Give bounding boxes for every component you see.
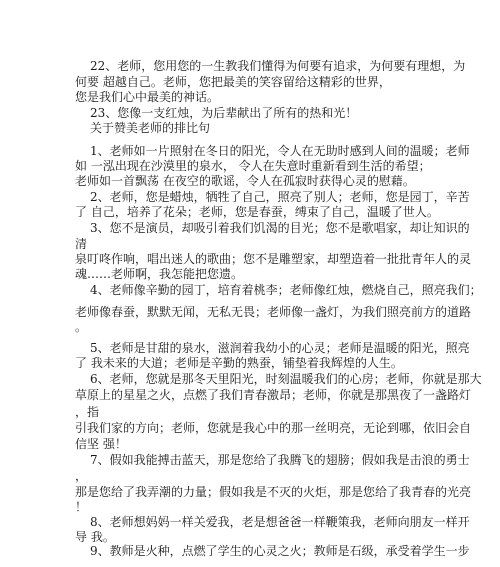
text-line: 那是您给了我弄潮的力量；假如我是不灭的火炬，那是您给了我青春的光亮 bbox=[75, 485, 472, 499]
text-line: 老师如一首飘荡 在夜空的歌谣，令人在孤寂时获得心灵的慰藉。 bbox=[75, 174, 415, 188]
text-line: 您是我们心中最美的神话。 bbox=[75, 90, 220, 104]
text-line: 1、老师如一片照射在冬日的阳光，令人在无助时感到人间的温暖；老师 bbox=[90, 144, 470, 158]
text-line: 魂……老师啊，我怎能把您遗。 bbox=[75, 267, 244, 281]
text-line: 5、老师是甘甜的泉水，滋润着我幼小的心灵；老师是温暖的阳光，照亮 bbox=[90, 341, 470, 355]
text-line: 3、您不是演员，却吸引着我们饥渴的目光；您不是歌唱家，却让知识的 bbox=[90, 221, 470, 235]
text-line: 4、老师像辛勤的园丁，培育着桃李；老师像红烛，燃烧自己，照亮我们； bbox=[90, 283, 482, 297]
text-line: 2、老师，您是蜡烛，牺牲了自己，照亮了别人；老师，您是园丁，辛苦 bbox=[90, 190, 470, 204]
text-line: 草原上的星星之火，点燃了我们青春激昂；老师，你就是那黑夜了一盏路灯 bbox=[75, 388, 472, 402]
text-line: ， bbox=[75, 469, 88, 483]
text-line: 如 一泓出现在沙漠里的泉水， 令人在失意时重新看到生活的希望； bbox=[75, 159, 431, 173]
text-line: 老师像春蚕，默默无闻，无私无畏；老师像一盏灯，为我们照亮前方的道路 bbox=[75, 305, 472, 319]
text-line: 6、老师，您就是那冬天里阳光，时刻温暖我们的心房；老师，你就是那大 bbox=[90, 372, 482, 386]
text-line: ！ bbox=[75, 500, 88, 514]
text-line: 引我们家的方向；老师，您就是我心中的那一丝明亮，无论到哪，依旧会自 bbox=[75, 421, 472, 435]
text-line: 9、教师是火种，点燃了学生的心灵之火；教师是石级，承受着学生一步 bbox=[90, 544, 470, 558]
text-line: 7、假如我能搏击蓝天，那是您给了我腾飞的翅膀；假如我是击浪的勇士 bbox=[90, 453, 470, 467]
text-line: 信坚 强！ bbox=[75, 437, 127, 451]
text-line: 了 自己，培养了花朵；老师，您是春蚕，缚束了自己，温暖了世人。 bbox=[75, 205, 439, 219]
text-line: 清 bbox=[75, 237, 88, 251]
text-line: 泉叮咚作响，唱出迷人的歌曲；您不是雕塑家，却塑造着一批批青年人的灵 bbox=[75, 252, 472, 266]
section-heading: 关于赞美老师的排比句 bbox=[90, 121, 211, 135]
text-line: 何要 超越自己。老师，您把最美的笑容留给这精彩的世界， bbox=[75, 75, 391, 89]
text-line: ，指 bbox=[75, 405, 100, 419]
text-line: 了 我未来的大道；老师是辛勤的熟蚕，铺垫着我辉煌的人生。 bbox=[75, 356, 403, 370]
text-line: 导 我。 bbox=[75, 530, 115, 544]
text-line: 22、老师，您用您的一生教我们懂得为何要有追求，为何要有理想，为 bbox=[90, 59, 466, 73]
text-line: 。 bbox=[75, 320, 88, 334]
text-line: 8、老师想妈妈一样关爱我，老是想爸爸一样鞭策我，老师向朋友一样开 bbox=[90, 515, 470, 529]
text-line: 23、您像一支红烛，为后辈献出了所有的热和光！ bbox=[90, 106, 358, 120]
